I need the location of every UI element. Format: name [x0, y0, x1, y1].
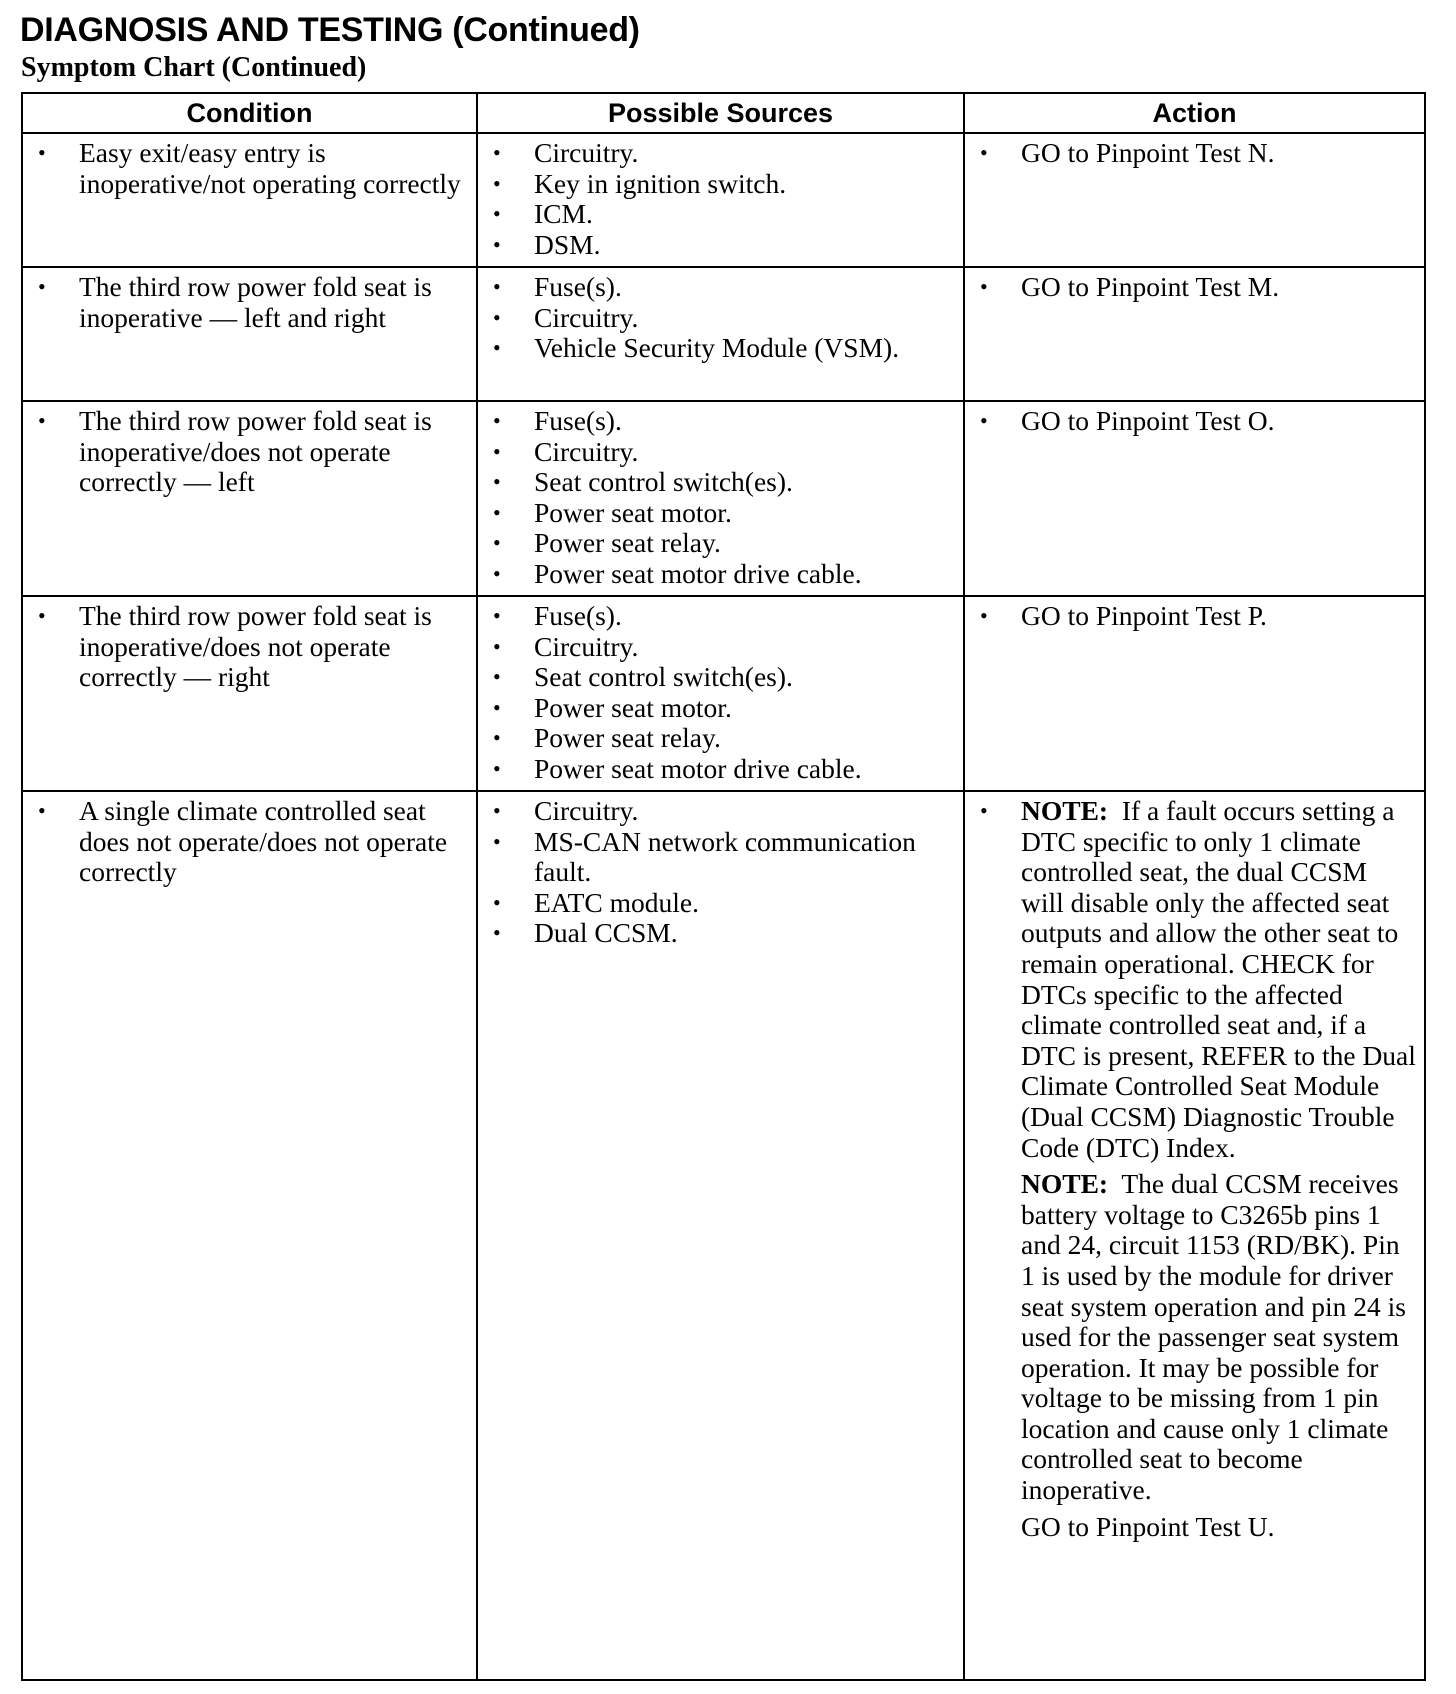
condition-text: • The third row power fold seat is inoperative — left and right	[79, 272, 468, 333]
source-item: • Circuitry.	[534, 303, 955, 334]
condition-cell	[22, 596, 477, 791]
action-text: • GO to Pinpoint Test O.	[1021, 406, 1416, 437]
source-item: • Fuse(s).	[534, 601, 955, 632]
condition-text: • A single climate controlled seat does not operate/does not operate correctly	[79, 796, 468, 888]
note-text: If a fault occurs setting a DTC specific to only 1 climate controlled seat, the dual CCSM will disable only the affected seat outputs and allow the other seat to remain operational. CHECK for DTCs specific to the affected climate controlled seat and, if a DTC is present, REFER to the Dual Climate Controlled Seat Module (Dual CCSM) Diagnostic Trouble Code (DTC) Index.	[1021, 795, 1416, 1163]
source-item: • Power seat motor.	[534, 693, 955, 724]
table-row	[22, 401, 1425, 596]
condition-text: • The third row power fold seat is inoperative/does not operate correctly — right	[79, 601, 468, 693]
sources-cell	[477, 791, 964, 1680]
sources-cell	[477, 596, 964, 791]
source-item: • Seat control switch(es).	[534, 662, 955, 693]
source-item: • Seat control switch(es).	[534, 467, 955, 498]
condition-cell	[22, 791, 477, 1680]
action-notes	[1021, 796, 1416, 1542]
action-cell	[964, 401, 1425, 596]
symptom-chart-table	[21, 92, 1426, 1681]
column-header-action: Action	[964, 93, 1425, 133]
sources-cell	[477, 267, 964, 401]
action-cell	[964, 596, 1425, 791]
source-item: • Power seat relay.	[534, 723, 955, 754]
source-item: • Key in ignition switch.	[534, 169, 955, 200]
action-cell	[964, 133, 1425, 267]
table-row	[22, 596, 1425, 791]
note-paragraph	[1021, 796, 1416, 1163]
source-item: • Power seat motor.	[534, 498, 955, 529]
source-item: • MS-CAN network communication fault.	[534, 827, 955, 888]
table-header-row	[22, 93, 1425, 133]
source-item: • Fuse(s).	[534, 406, 955, 437]
condition-cell	[22, 267, 477, 401]
note-label: NOTE:	[1021, 1168, 1109, 1200]
note-text: The dual CCSM receives battery voltage to C3265b pins 1 and 24, circuit 1153 (RD/BK). Pin 1 is used by the module for driver seat system operation and pin 24 is used for the passenger seat system operation. It may be possible for voltage to be missing from 1 pin location and cause only 1 climate controlled seat to become inoperative.	[1021, 1168, 1406, 1506]
source-item: • Power seat relay.	[534, 528, 955, 559]
action-cell	[964, 267, 1425, 401]
condition-cell	[22, 401, 477, 596]
source-item: • Circuitry.	[534, 138, 955, 169]
action-text: • GO to Pinpoint Test M.	[1021, 272, 1416, 303]
action-text: • GO to Pinpoint Test N.	[1021, 138, 1416, 169]
table-row	[22, 791, 1425, 1680]
table-row	[22, 267, 1425, 401]
source-item: • Fuse(s).	[534, 272, 955, 303]
table-row	[22, 133, 1425, 267]
sources-cell	[477, 401, 964, 596]
condition-text: • The third row power fold seat is inoperative/does not operate correctly — left	[79, 406, 468, 498]
source-item: • ICM.	[534, 199, 955, 230]
source-item: • Circuitry.	[534, 437, 955, 468]
condition-cell	[22, 133, 477, 267]
sources-cell	[477, 133, 964, 267]
source-item: • EATC module.	[534, 888, 955, 919]
source-item: • Power seat motor drive cable.	[534, 559, 955, 590]
source-item: • Dual CCSM.	[534, 918, 955, 949]
page-title: DIAGNOSIS AND TESTING (Continued)	[20, 11, 640, 49]
action-text: GO to Pinpoint Test U.	[1021, 1510, 1275, 1542]
source-item: • Power seat motor drive cable.	[534, 754, 955, 785]
note-paragraph	[1021, 1169, 1416, 1506]
note-label: NOTE:	[1021, 795, 1109, 826]
action-text: • GO to Pinpoint Test P.	[1021, 601, 1416, 632]
source-item: • DSM.	[534, 230, 955, 261]
source-item: • Circuitry.	[534, 632, 955, 663]
page-subtitle: Symptom Chart (Continued)	[21, 52, 367, 83]
action-cell	[964, 791, 1425, 1680]
column-header-possible-sources: Possible Sources	[477, 93, 964, 133]
source-item: • Vehicle Security Module (VSM).	[534, 333, 955, 364]
column-header-condition: Condition	[22, 93, 477, 133]
condition-text: • Easy exit/easy entry is inoperative/not operating correctly	[79, 138, 468, 199]
source-item: • Circuitry.	[534, 796, 955, 827]
